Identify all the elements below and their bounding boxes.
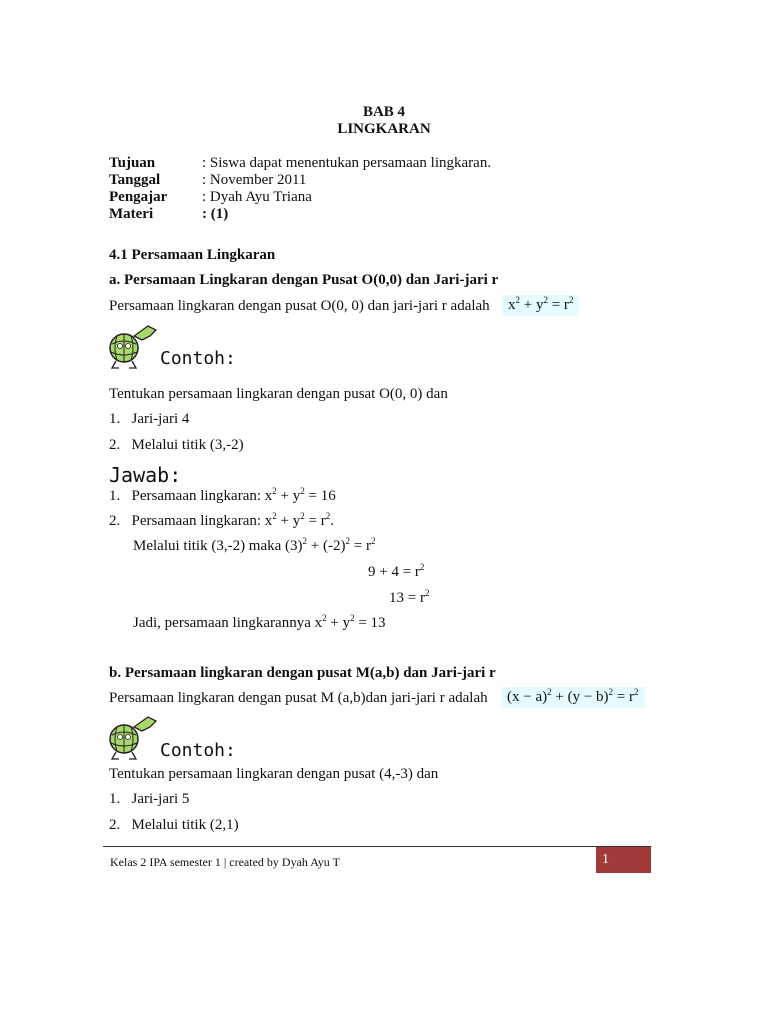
answer-1-conclusion: Jadi, persamaan lingkarannya $x^2 + y^2 = 13$ <box>133 613 386 631</box>
page-number-badge <box>596 847 651 873</box>
footer-text: Kelas 2 IPA semester 1 | created by Dyah Ayu T <box>110 855 340 869</box>
chapter-number: BAB 4 <box>362 104 406 120</box>
subsection-a-text: Persamaan lingkaran dengan pusat O(0, 0) dan jari-jari r adalah <box>109 298 490 314</box>
section-title: 4.1 Persamaan Lingkaran <box>109 247 276 263</box>
meta-label-materi: Materi <box>109 206 154 222</box>
answer-1-step-1: $9 + 4 = r^2$ <box>368 562 425 580</box>
example-1-intro: Tentukan persamaan lingkaran dengan pusat O(0, 0) dan <box>109 386 448 402</box>
footer-divider <box>103 846 651 847</box>
meta-value-tanggal: : November 2011 <box>202 172 307 188</box>
answer-1-item-1: 1. Persamaan lingkaran: $x^2 + y^2 = 16$ <box>109 486 336 504</box>
example-2-item-2: 2. Melalui titik (2,1) <box>109 817 239 833</box>
subsection-b-title: b. Persamaan lingkaran dengan pusat M(a,b) dan Jari-jari r <box>109 665 496 681</box>
answer-heading: Jawab: <box>109 463 182 487</box>
page-number: 1 <box>602 852 609 867</box>
subsection-a-title: a. Persamaan Lingkaran dengan Pusat O(0,0) dan Jari-jari r <box>109 272 499 288</box>
formula-center-ab: $(x - a)^2 + (y - b)^2 = r^2$ <box>501 687 645 708</box>
meta-label-tanggal: Tanggal <box>109 172 161 188</box>
formula-center-origin: $x^2 + y^2 = r^2$ <box>502 295 579 316</box>
globe-mascot-icon <box>104 713 162 763</box>
example-2-intro: Tentukan persamaan lingkaran dengan pusat (4,-3) dan <box>109 766 439 782</box>
chapter-title: LINGKARAN <box>337 121 431 137</box>
answer-1-item-2: 2. Persamaan lingkaran: $x^2 + y^2 = r^2$. <box>109 511 334 529</box>
example-2-item-1: 1. Jari-jari 5 <box>109 791 190 807</box>
subsection-b-text: Persamaan lingkaran dengan pusat M (a,b)dan jari-jari r adalah <box>109 690 488 706</box>
meta-value-materi: : (1) <box>202 206 229 222</box>
answer-1-step-2: $13 = r^2$ <box>389 588 430 606</box>
meta-label-pengajar: Pengajar <box>109 189 168 205</box>
example-heading-1: Contoh: <box>160 348 236 369</box>
example-heading-2: Contoh: <box>160 740 236 761</box>
meta-label-tujuan: Tujuan <box>109 155 156 171</box>
example-1-item-1: 1. Jari-jari 4 <box>109 411 190 427</box>
globe-mascot-icon <box>104 322 162 372</box>
meta-value-tujuan: : Siswa dapat menentukan persamaan lingkaran. <box>202 155 492 171</box>
example-1-item-2: 2. Melalui titik (3,-2) <box>109 437 244 453</box>
meta-value-pengajar: : Dyah Ayu Triana <box>202 189 312 205</box>
answer-1-substitution: Melalui titik (3,-2) maka $(3)^2 + (-2)^2 = r^2$ <box>133 536 376 554</box>
